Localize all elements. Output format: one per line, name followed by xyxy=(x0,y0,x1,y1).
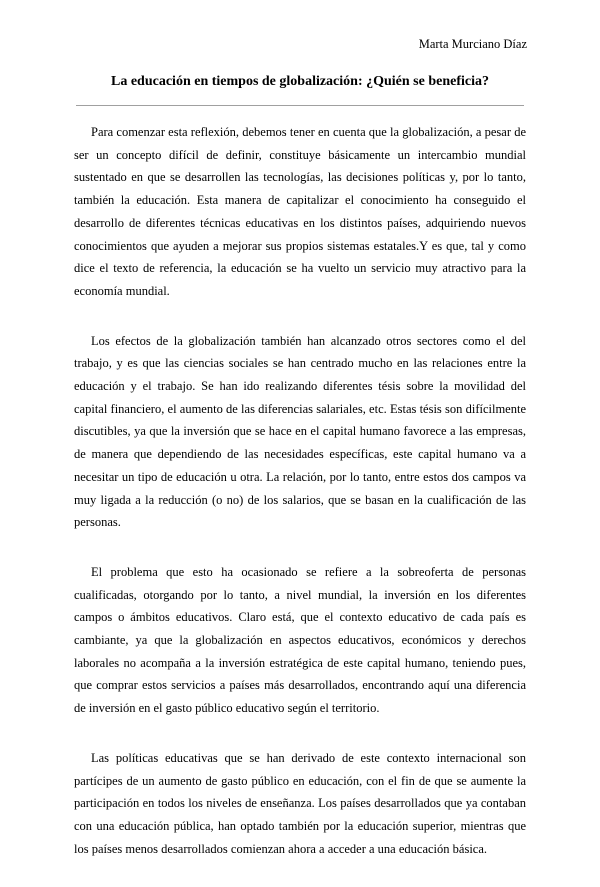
author-name: Marta Murciano Díaz xyxy=(418,37,527,51)
paragraph-4: Las políticas educativas que se han derivado de este contexto internacional son partícipes de un aumento de gasto público en educación, con el fin de que se aumente la participación en todos los niveles de enseñanza. Los países desarrollados que ya contaban con una educación pública, han optado también por la educación superior, mientras que los países menos desarrollados comienzan ahora a acceder a una educación básica. xyxy=(74,750,526,856)
title-divider xyxy=(76,105,524,106)
paragraph-3: El problema que esto ha ocasionado se refiere a la sobreoferta de personas cualificadas, otorgando por lo tanto, a nivel mundial, la inversión en los diferentes campos o ámbitos educativos. Claro está, que el contexto educativo de cada país es cambiante, ya que la globalización en aspectos educativos, económicos y derechos laborales no acompaña a la inversión estratégica de este capital humano, teniendo pues, que comprar estos servicios a países más desarrollados, encontrando aquí una diferencia de inversión en el gasto público educativo según el territorio. xyxy=(74,564,526,716)
paragraph-1: Para comenzar esta reflexión, debemos tener en cuenta que la globalización, a pesar de ser un concepto difícil de definir, constituye básicamente un intercambio mundial sustentado en que se desarrollen las tecnologías, las decisiones políticas y, por lo tanto, también la educación. Esta manera de capitalizar el conocimiento ha conseguido el desarrollo de diferentes técnicas educativas en los distintos países, adquiriendo nuevos conocimientos que ayuden a mejorar sus propios sistemas estatales.Y es que, tal y como dice el texto de referencia, la educación se ha vuelto un servicio muy atractivo para la economía mundial. xyxy=(74,125,526,298)
document-title: La educación en tiempos de globalización: ¿Quién se beneficia? xyxy=(111,74,489,89)
paragraph-2: Los efectos de la globalización también han alcanzado otros sectores como el del trabajo, y es que las ciencias sociales se han centrado mucho en las relaciones entre la educación y el trabajo. Se han ido realizando diferentes tésis sobre la movilidad del capital financiero, el aumento de las diferencias salariales, etc. Estas tésis son difícilmente discutibles, ya que la inversión que se hace en el capital humano favorece a las empresas, de manera que dependiendo de las necesidades específicas, este capital humano va a necesitar un tipo de educación u otra. La relación, por lo tanto, entre estos dos campos va muy ligada a la reducción (o no) de los salarios, que se basan en la cualificación de las personas. xyxy=(74,333,526,530)
document-body xyxy=(74,121,526,887)
